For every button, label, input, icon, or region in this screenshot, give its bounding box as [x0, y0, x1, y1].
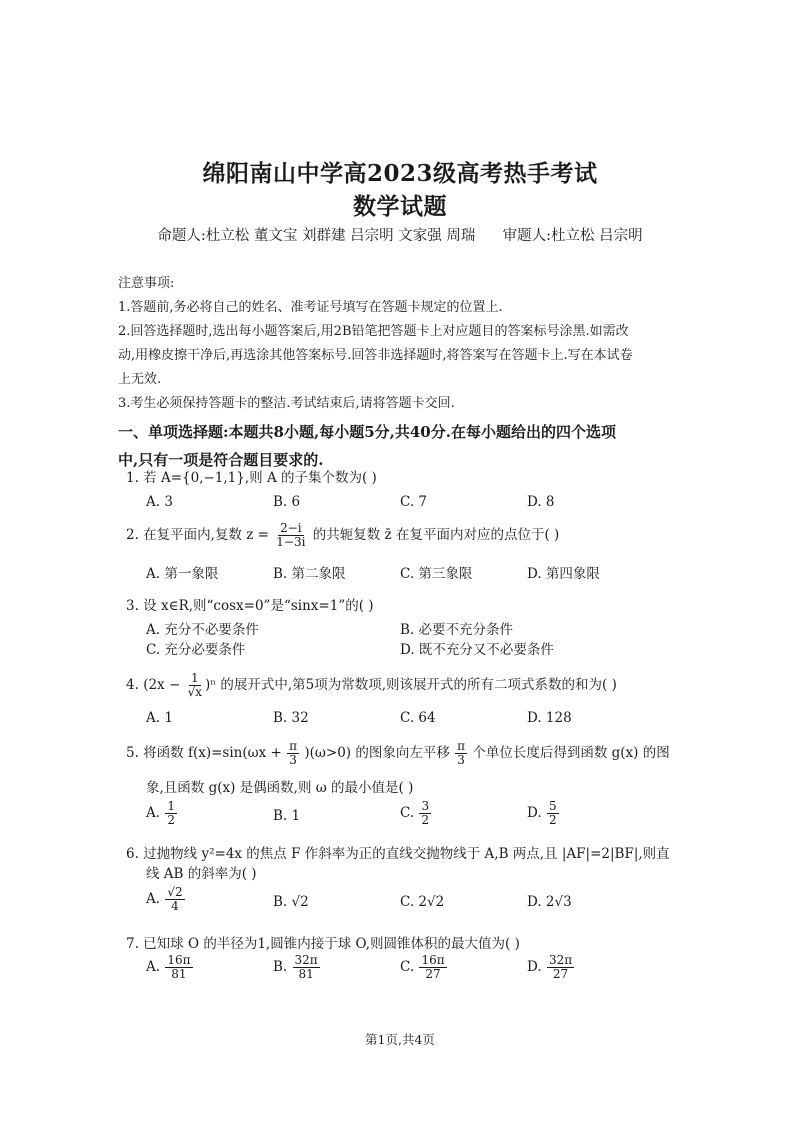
instruction-item: 1.答题前,务必将自己的姓名、准考证号填写在答题卡规定的位置上.	[118, 300, 503, 315]
q4-option-a: A. 1	[146, 710, 173, 726]
question-3-stem: 3. 设 x∈R,则“cosx=0”是“sinx=1”的( )	[126, 598, 374, 614]
q5-fraction-1	[287, 740, 299, 767]
q5-denominator-2: 3	[457, 753, 465, 767]
q5-option-a-numerator: 1	[167, 799, 175, 813]
q7-option-c-numerator: 16π	[421, 953, 445, 967]
q7-option-c	[400, 954, 448, 981]
q5-option-c-numerator: 3	[421, 799, 430, 813]
q5-option-c	[400, 800, 432, 827]
question-5-stem-line2: 象,且函数 g(x) 是偶函数,则 ω 的最小值是( )	[146, 780, 414, 796]
instructions	[118, 272, 693, 416]
q5-denominator-1: 3	[289, 753, 297, 767]
question-4-stem	[126, 672, 696, 699]
q5-numerator-2: π	[457, 739, 466, 753]
q2-denominator: 1−3i	[276, 535, 306, 549]
question-7-stem: 7. 已知球 O 的半径为1,圆锥内接于球 O,则圆锥体积的最大值为( )	[126, 936, 520, 952]
q2-text-post: 的共轭复数 z̄ 在复平面内对应的点位于( )	[312, 527, 560, 543]
q3-option-b: B. 必要不充分条件	[400, 622, 514, 638]
q3-option-d: D. 既不充分又不必要条件	[400, 642, 554, 658]
q5-numerator-1: π	[289, 739, 298, 753]
q7-option-a-label: A.	[146, 959, 161, 975]
q6-option-b: B. √2	[273, 894, 309, 910]
section-heading-line: 一、单项选择题:本题共8小题,每小题5分,共40分.在每小题给出的四个选项	[118, 423, 616, 441]
q7-option-b	[273, 954, 321, 981]
q5-option-a-label: A.	[146, 805, 161, 821]
q2-text-pre: 2. 在复平面内,复数 z =	[126, 527, 269, 543]
instruction-item: 2.回答选择题时,选出每小题答案后,用2B铅笔把答题卡上对应题目的答案标号涂黑.如需改	[118, 324, 629, 339]
q6-option-a-label: A.	[146, 891, 161, 907]
q5-option-d	[527, 800, 560, 827]
q2-option-d: D. 第四象限	[527, 566, 600, 582]
q6-option-a-denominator: 4	[171, 899, 179, 913]
q7-option-d-label: D.	[527, 959, 542, 975]
page-number: 第1页,共4页	[365, 1032, 435, 1047]
q7-option-d	[527, 954, 575, 981]
question-2-stem	[126, 522, 696, 549]
q3-option-c: C. 充分必要条件	[146, 642, 246, 658]
q7-option-d-numerator: 32π	[548, 953, 573, 967]
q5-text-post: 个单位长度后得到函数 g(x) 的图	[472, 745, 670, 761]
q6-option-c: C. 2√2	[400, 894, 445, 910]
q7-option-c-denominator: 27	[425, 967, 441, 981]
author-line	[0, 224, 800, 245]
instruction-item: 上无效.	[118, 372, 162, 387]
question-6-stem: 6. 过抛物线 y²=4x 的焦点 F 作斜率为正的直线交抛物线于 A,B 两点,且 |AF|=2|BF|,则直	[126, 846, 670, 862]
q2-numerator: 2−i	[280, 521, 302, 535]
q6-option-a-numerator: √2	[167, 885, 183, 899]
q5-option-d-label: D.	[527, 805, 542, 821]
q6-option-a	[146, 886, 186, 913]
q2-fraction	[274, 522, 307, 549]
q5-text-mid: )(ω>0) 的图象向左平移	[304, 745, 450, 761]
q1-option-c: C. 7	[400, 494, 428, 510]
q7-option-b-denominator: 81	[298, 967, 314, 981]
q4-fraction	[186, 672, 204, 699]
exam-title: 绵阳南山中学高2023级高考热手考试	[202, 160, 598, 187]
q5-text-pre: 5. 将函数 f(x)=sin(ωx +	[126, 745, 282, 761]
reviewer-list: 审题人:杜立松 吕宗明	[502, 228, 643, 244]
q7-option-a-denominator: 81	[171, 967, 187, 981]
q7-option-a-numerator: 16π	[167, 953, 191, 967]
q2-option-a: A. 第一象限	[146, 566, 219, 582]
question-6-stem-line2: 线 AB 的斜率为( )	[146, 866, 257, 882]
instructions-heading: 注意事项:	[118, 276, 175, 291]
q5-option-d-numerator: 5	[548, 799, 557, 813]
q5-option-a	[146, 800, 178, 827]
section-heading-line: 中,只有一项是符合题目要求的.	[118, 451, 324, 469]
q4-option-b: B. 32	[273, 710, 309, 726]
q4-text-post: 的展开式中,第5项为常数项,则该展开式的所有二项式系数的和为( )	[220, 677, 617, 693]
q1-option-d: D. 8	[527, 494, 555, 510]
q4-binomial-open: (2x −	[143, 677, 181, 693]
q2-option-c: C. 第三象限	[400, 566, 473, 582]
question-1-stem: 1. 若 A={0,−1,1},则 A 的子集个数为( )	[126, 470, 377, 486]
q5-option-c-label: C.	[400, 805, 415, 821]
instruction-item: 3.考生必须保持答题卡的整洁.考试结束后,请将答题卡交回.	[118, 396, 455, 411]
exam-subtitle: 数学试题	[353, 193, 447, 220]
question-5-stem	[126, 740, 696, 767]
q4-binomial-close: )ⁿ	[204, 677, 217, 693]
q1-option-a: A. 3	[146, 494, 173, 510]
q7-option-b-label: B.	[273, 959, 288, 975]
q7-option-a	[146, 954, 194, 981]
q4-denominator: √x	[187, 685, 202, 699]
author-list: 命题人:杜立松 董文宝 刘群建 吕宗明 文家强 周瑞	[157, 228, 476, 244]
q7-option-d-denominator: 27	[552, 967, 569, 981]
q5-option-c-denominator: 2	[421, 813, 430, 827]
q4-numerator: 1	[190, 671, 199, 685]
q1-option-b: B. 6	[273, 494, 301, 510]
q2-option-b: B. 第二象限	[273, 566, 346, 582]
q3-option-a: A. 充分不必要条件	[146, 622, 259, 638]
q7-option-c-label: C.	[400, 959, 415, 975]
q6-option-d: D. 2√3	[527, 894, 572, 910]
q5-option-a-denominator: 2	[167, 813, 175, 827]
q5-fraction-2	[455, 740, 467, 767]
q4-option-c: C. 64	[400, 710, 436, 726]
q4-option-d: D. 128	[527, 710, 572, 726]
q7-option-b-numerator: 32π	[294, 953, 318, 967]
q4-number: 4.	[126, 677, 139, 693]
q5-option-d-denominator: 2	[548, 813, 557, 827]
q5-option-b: B. 1	[273, 808, 301, 824]
instruction-item: 动,用橡皮擦干净后,再选涂其他答案标号.回答非选择题时,将答案写在答题卡上.写在本试卷	[118, 348, 633, 363]
